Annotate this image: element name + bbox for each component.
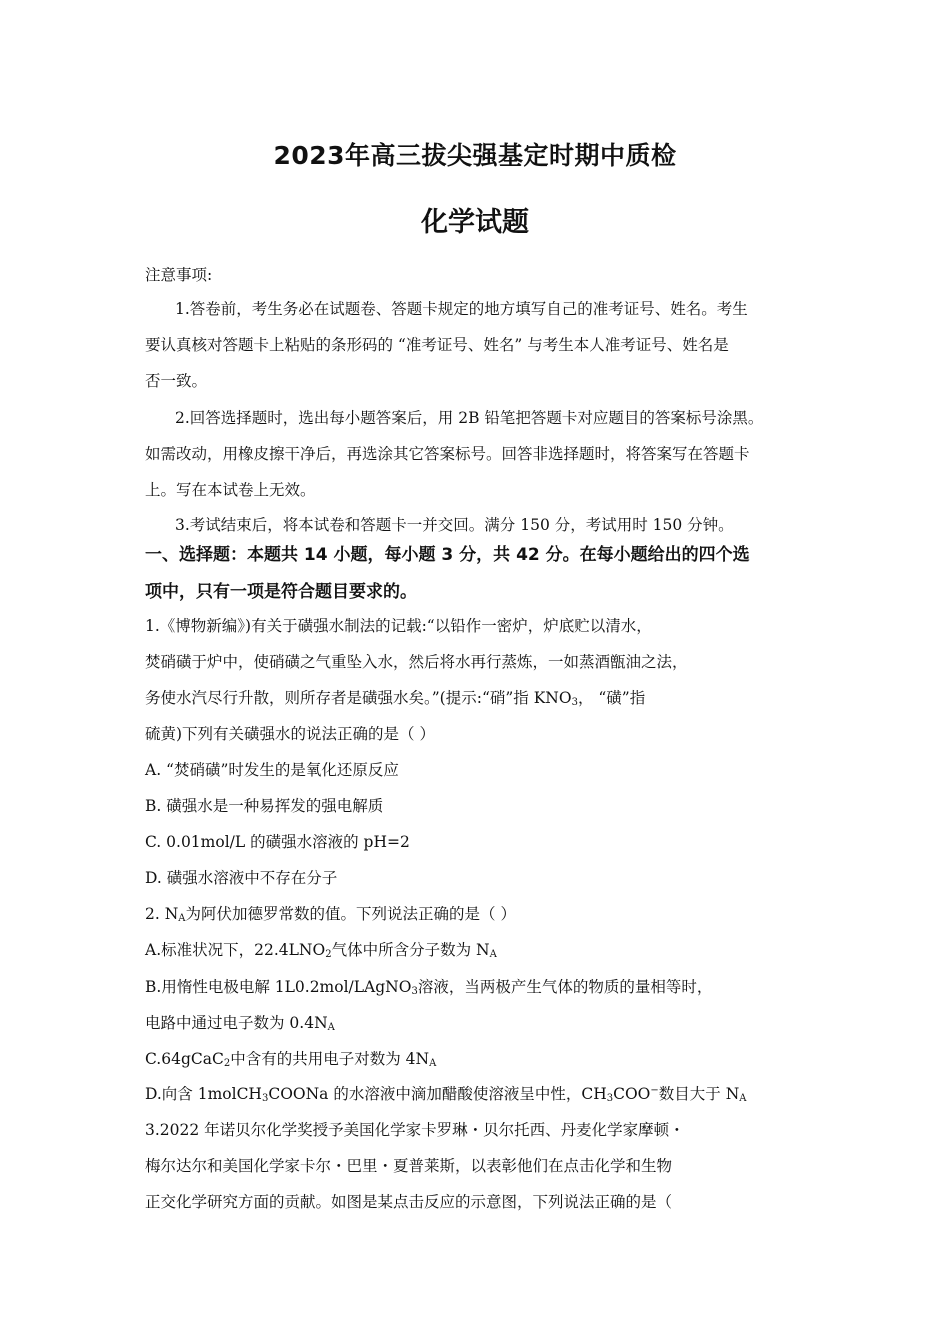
q2-option-d: D.向含 1molCH$_3$COONa 的水溶液中滴加醋酸使溶液呈中性，$CH_3COO^-$数目大于 $N_A$ [145,1084,747,1104]
notice-item1-line1: 1.答卷前，考生务必在试题卷、答题卡规定的地方填写自己的准考证号、姓名。考生 [175,300,748,318]
q2-option-b-line1: B.用惰性电极电解 1L0.2mol/LAgNO$_3$溶液，当两极产生气体的物质的量相等时， [145,978,713,997]
notice-item3: 3.考试结束后，将本试卷和答题卡一并交回。满分 150 分，考试用时 150 分钟。 [175,516,734,534]
exam-subtitle: 化学试题 [421,207,529,238]
q1-option-c: C. 0.01mol/L 的磺强水溶液的 pH=2 [145,833,410,851]
q1-stem-line4: 硫黄)下列有关磺强水的说法正确的是（ ） [145,725,435,743]
notice-heading: 注意事项: [145,266,213,284]
q1-stem-line3: 务使水汽尽行升散，则所存者是磺强水矣。”(提示:“硝”指 $KNO_3$， “磺”指 [145,689,646,708]
q1-option-b: B. 磺强水是一种易挥发的强电解质 [145,797,384,815]
q2-option-a: A.标准状况下，$22.4LNO_2$气体中所含分子数为 $N_A$ [145,941,497,960]
notice-item2-line1: 2.回答选择题时，选出每小题答案后，用 2B 铅笔把答题卡对应题目的答案标号涂黑。 [175,409,764,427]
q2-stem: 2. $N_A$为阿伏加德罗常数的值。下列说法正确的是（ ） [145,905,516,924]
q1-stem-line2: 焚硝磺于炉中，使硝磺之气重坠入水，然后将水再行蒸炼，一如蒸酒甑油之法， [145,653,688,671]
q1-option-d: D. 磺强水溶液中不存在分子 [145,869,338,887]
section1-heading-line1: 一、选择题：本题共 14 小题，每小题 3 分，共 42 分。在每小题给出的四个选 [145,545,750,565]
q2-option-c: C.64gCaC$_2$中含有的共用电子对数为 $4N_A$ [145,1050,437,1069]
q3-stem-line3: 正交化学研究方面的贡献。如图是某点击反应的示意图，下列说法正确的是（ [145,1193,673,1211]
q3-stem-line1: 3.2022 年诺贝尔化学奖授予美国化学家卡罗琳・贝尔托西、丹麦化学家摩顿・ [145,1121,685,1139]
exam-title: 2023年高三拔尖强基定时期中质检 [273,141,677,170]
q1-option-a: A. “焚硝磺”时发生的是氧化还原反应 [145,761,399,779]
section1-heading-line2: 项中，只有一项是符合题目要求的。 [145,582,417,602]
q1-stem-line1: 1.《博物新编》)有关于磺强水制法的记载:“以铅作一密炉，炉底贮以清水， [145,617,652,635]
notice-item1-line3: 否一致。 [145,372,208,390]
notice-item1-line2: 要认真核对答题卡上粘贴的条形码的 “准考证号、姓名” 与考生本人准考证号、姓名是 [145,336,729,354]
notice-item2-line2: 如需改动，用橡皮擦干净后，再选涂其它答案标号。回答非选择题时，将答案写在答题卡 [145,445,750,463]
notice-item2-line3: 上。写在本试卷上无效。 [145,481,316,499]
q3-stem-line2: 梅尔达尔和美国化学家卡尔・巴里・夏普莱斯，以表彰他们在点击化学和生物 [145,1157,673,1175]
q2-option-b-line2: 电路中通过电子数为 $0.4N_A$ [145,1014,335,1033]
